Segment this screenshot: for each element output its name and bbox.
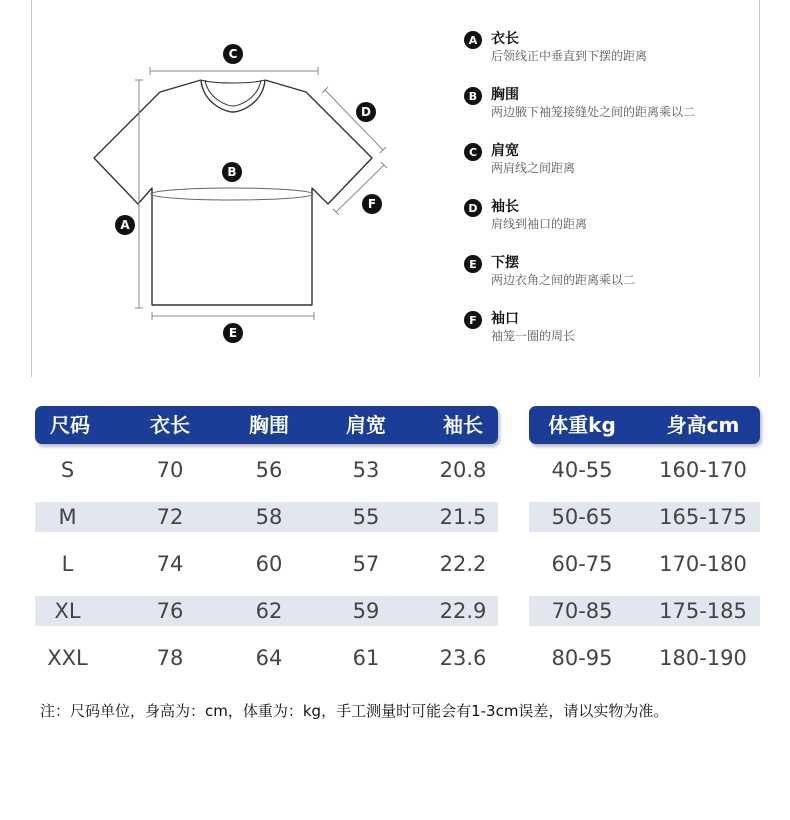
legend-desc: 袖笼一圈的周长 xyxy=(491,329,576,343)
cell-sleeve: 22.9 xyxy=(439,599,487,623)
cell-weight: 80-95 xyxy=(551,646,613,670)
header-sleeve: 袖长 xyxy=(443,413,483,437)
cell-sleeve: 23.6 xyxy=(439,646,487,670)
cell-height: 160-170 xyxy=(659,458,747,482)
cell-size: S xyxy=(60,458,75,482)
badge-c xyxy=(223,44,243,64)
cell-height: 170-180 xyxy=(659,552,747,576)
cell-sleeve: 21.5 xyxy=(439,505,487,529)
legend-desc: 两边腋下袖笼接缝处之间的距离乘以二 xyxy=(491,105,696,119)
measurement-note: 注：尺码单位，身高为：cm，体重为：kg，手工测量时可能会有1-3cm误差，请以实物为准。 xyxy=(40,702,669,720)
svg-text:D: D xyxy=(361,105,371,119)
header-length: 衣长 xyxy=(150,413,190,437)
cell-weight: 70-85 xyxy=(551,599,613,623)
legend-desc: 两边衣角之间的距离乘以二 xyxy=(491,273,636,287)
cell-chest: 64 xyxy=(255,646,283,670)
badge-e xyxy=(223,323,243,343)
cell-height: 165-175 xyxy=(659,505,747,529)
header-size: 尺码 xyxy=(50,413,90,437)
svg-text:C: C xyxy=(228,47,238,61)
cell-chest: 56 xyxy=(255,458,283,482)
cell-sleeve: 20.8 xyxy=(439,458,487,482)
badge-icon: D xyxy=(464,199,482,217)
cell-length: 76 xyxy=(156,599,184,623)
cell-shoulder: 59 xyxy=(352,599,380,623)
svg-text:E: E xyxy=(228,326,238,340)
cell-shoulder: 61 xyxy=(352,646,380,670)
header-height: 身高cm xyxy=(666,413,740,437)
badge-a xyxy=(115,215,135,235)
svg-text:F: F xyxy=(367,197,377,211)
tshirt-collar xyxy=(201,80,265,112)
header-shoulder: 肩宽 xyxy=(346,413,386,437)
cell-shoulder: 55 xyxy=(352,505,380,529)
cell-shoulder: 53 xyxy=(352,458,380,482)
badge-d xyxy=(356,102,376,122)
legend-title: 胸围 xyxy=(491,87,519,103)
cell-weight: 40-55 xyxy=(551,458,613,482)
badge-icon: A xyxy=(464,31,482,49)
cell-length: 72 xyxy=(156,505,184,529)
legend-title: 袖长 xyxy=(491,199,519,215)
cell-length: 70 xyxy=(156,458,184,482)
cell-weight: 50-65 xyxy=(551,505,613,529)
svg-text:A: A xyxy=(120,218,130,232)
legend-desc: 肩线到袖口的距离 xyxy=(491,217,588,231)
legend-title: 袖口 xyxy=(491,311,519,327)
cell-shoulder: 57 xyxy=(352,552,380,576)
legend-title: 肩宽 xyxy=(491,143,519,159)
cell-sleeve: 22.2 xyxy=(439,552,487,576)
chest-ellipse xyxy=(151,188,313,200)
badge-icon: B xyxy=(464,87,482,105)
cell-weight: 60-75 xyxy=(551,552,613,576)
legend-title: 下摆 xyxy=(491,255,519,271)
tshirt-outline xyxy=(94,80,372,305)
cell-size: XL xyxy=(54,599,81,623)
legend-title: 衣长 xyxy=(491,31,519,47)
cell-size: M xyxy=(58,505,77,529)
cell-length: 74 xyxy=(156,552,184,576)
badge-icon: E xyxy=(464,255,482,273)
badge-f xyxy=(362,194,382,214)
svg-text:B: B xyxy=(227,165,237,179)
cell-height: 175-185 xyxy=(659,599,747,623)
tshirt-diagram xyxy=(0,0,790,380)
header-weight: 体重kg xyxy=(548,413,616,437)
legend-desc: 后领线正中垂直到下摆的距离 xyxy=(491,49,648,63)
badge-icon: F xyxy=(464,311,482,329)
badge-b xyxy=(222,162,242,182)
cell-height: 180-190 xyxy=(659,646,747,670)
legend-desc: 两肩线之间距离 xyxy=(491,161,576,175)
cell-chest: 58 xyxy=(255,505,283,529)
cell-chest: 62 xyxy=(255,599,283,623)
cell-chest: 60 xyxy=(255,552,283,576)
cell-size: L xyxy=(61,552,74,576)
badge-icon: C xyxy=(464,143,482,161)
cell-size: XXL xyxy=(47,646,88,670)
header-chest: 胸围 xyxy=(249,413,289,437)
cell-length: 78 xyxy=(156,646,184,670)
